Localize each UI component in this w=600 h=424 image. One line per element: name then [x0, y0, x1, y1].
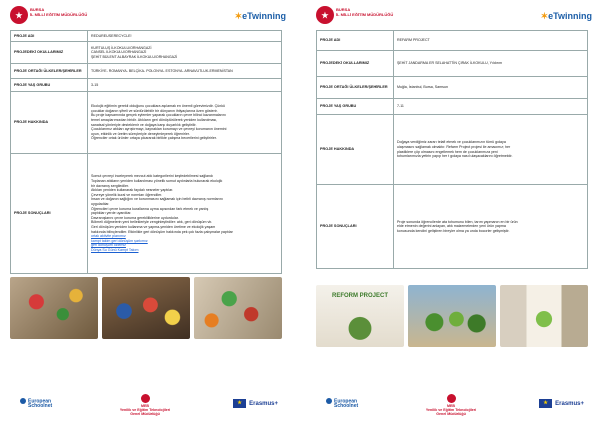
european-schoolnet-logo: European Schoolnet	[326, 398, 358, 409]
meb-line2: İL MİLLİ EĞİTİM MÜDÜRLÜĞÜ	[30, 12, 88, 17]
table-row	[11, 92, 282, 154]
table-row	[317, 99, 588, 115]
etwinning-logo: ✶eTwinning	[234, 11, 286, 21]
table-row	[11, 79, 282, 92]
meb-line2: İL MİLLİ EĞİTİM MÜDÜRLÜĞÜ	[336, 12, 394, 17]
meb-footer-logo: MEB Yenilik ve Eğitim Teknolojileri Genel Müdürlüğü	[110, 394, 180, 417]
table-row	[317, 115, 588, 185]
row-value: ŞEHİT JANDARMA ER SELAHATTİN ÇIRAK İLKOKULU, Yıldırım	[394, 51, 588, 77]
table-row	[317, 185, 588, 269]
row-key: PROJE SONUÇLARI	[317, 185, 394, 269]
meb-icon	[141, 394, 150, 403]
link-activity-plan[interactable]: ortak aktivite planımız	[91, 234, 126, 239]
meb-line1: BURSA	[336, 7, 351, 12]
row-value: 7-11	[394, 99, 588, 115]
row-key: PROJE ADI	[317, 31, 394, 51]
eu-flag-icon: ★	[539, 399, 552, 408]
european-schoolnet-logo: European Schoolnet	[20, 398, 52, 409]
eu-flag-icon: ★	[233, 399, 246, 408]
schoolnet-icon	[326, 398, 332, 404]
photo-strip	[316, 285, 594, 347]
photo-left-2	[102, 277, 190, 339]
page-footer	[6, 392, 288, 416]
row-value: 3-15	[88, 79, 282, 92]
refarm-caption: REFORM PROJECT	[331, 293, 388, 299]
photo-left-3	[194, 277, 282, 339]
schoolnet-icon	[20, 398, 26, 404]
project-table-right	[316, 30, 588, 269]
page-header	[312, 4, 594, 30]
row-key: PROJE YAŞ GRUBU	[317, 99, 394, 115]
page-footer	[312, 392, 594, 416]
star-icon: ✶	[234, 11, 243, 21]
row-value: Doğaya verdiğimiz zararı telafi etmek ve çocuklarımızın tümü gıdaya ulaşmasını sağlamak olmaktır. Refarm Project projesi ile amacımız; her plastiklere çöp olmasını engellemek hem de çocuklarımıza yeni tohumlarımızla yetirin yapıp her t gıdaya nasıl ulaşacaklarını öğretmektir.	[394, 115, 588, 185]
link-water-day[interactable]: Dünya Su Günü Kampt Takım	[91, 247, 139, 252]
table-row	[317, 31, 588, 51]
erasmus-logo: ★ Erasmus+	[539, 399, 584, 408]
right-page	[312, 4, 594, 420]
row-key: PROJE HAKKINDA	[317, 115, 394, 185]
row-key: PROJEDEKİ OKULLARIMIZ	[11, 42, 88, 64]
link-recycling-wish[interactable]: geri dönüşüm özlemiz	[91, 243, 126, 248]
row-value: REDUREUSERECYCLE!	[88, 31, 282, 42]
project-table-left	[10, 30, 282, 274]
row-key: PROJE SONUÇLARI	[11, 154, 88, 274]
table-row	[11, 64, 282, 79]
star-icon: ✶	[540, 11, 549, 21]
link-recycling-song[interactable]: kampt takim geri dönüşüm şarkımız	[91, 238, 148, 243]
left-page	[6, 4, 288, 420]
meb-header-text	[30, 7, 87, 17]
row-value: Somut çevreyi inceleyerek mevcut atık kategorilerini keşfedebilmesi sağlandı Toplanan atıkların yeniden kullanılması yönelik somut aydınlarla bulunarak ekolojik bir davranış sergilediler. Atıkları yeniden kullanarak faydalı nesneler yaptılar. Çevreye yönelik kural ve normları öğrendiler. İnsan ve doğanın sağlığını ve korunmasını sağlamak için belirli davranış normlarını uyguladılar. Öğrencileri çevre koruma kurallarına uyma açısından fark etmek ve yanlış yaptıkları yerde uyardılar. Davranışlarını çevre koruma gerekliliklerine uydurdular. Bölmeli düğmelerin yeni bellekleriyle zenginleştirdiler: atık, geri dönüşüm vb. Geri dönüşüm yeniden kullanma ve yapma-yeniden üretime ve ekolojik yaşam hakkında bilinçlendiler. Etkinlikle geri dönüşüm hakkında pek çok fazla çalışmalar yaptılar ortak aktivite planımız kampt takim geri dönüşüm şarkımız geri dönüşüm özlemiz Dünya Su Günü Kampt Takım	[88, 154, 282, 274]
photo-left-1	[10, 277, 98, 339]
row-key: PROJE ORTAĞI ÜLKELER/ŞEHİRLER	[317, 77, 394, 99]
table-row	[11, 31, 282, 42]
meb-header-text	[336, 7, 393, 17]
row-key: PROJE ADI	[11, 31, 88, 42]
meb-footer-logo: MEB Yenilik ve Eğitim Teknolojileri Genel Müdürlüğü	[416, 394, 486, 417]
table-row	[317, 51, 588, 77]
erasmus-logo: ★ Erasmus+	[233, 399, 278, 408]
row-key: PROJE ORTAĞI ÜLKELER/ŞEHİRLER	[11, 64, 88, 79]
photo-right-1	[316, 285, 404, 347]
row-value: Muğla, İstanbul, Bursa, Samsun	[394, 77, 588, 99]
table-row	[317, 77, 588, 99]
page-header	[6, 4, 288, 30]
table-row	[11, 154, 282, 274]
row-value: KURTULUŞ İLKOKULU/ORHANGAZİ CANSEL İLKOKULU/ORHANGAZİ ŞEHİT BÜLENT ALBAYRAK İLKOKULU/ORHANGAZİ	[88, 42, 282, 64]
table-row	[11, 42, 282, 64]
row-key: PROJE YAŞ GRUBU	[11, 79, 88, 92]
photo-strip	[10, 277, 288, 339]
meb-icon	[447, 394, 456, 403]
row-value: Proje sonunda öğrencilerde ata tohumunu bilen, tarım yapmanın en bir ürün elde etmenin değerini anlayan, atık malzemelerden yeni ürün yapma konusunda kendini geliştiren bireyler olma ya unda bocorler gelişmiştir.	[394, 185, 588, 269]
row-value: REFARM PROJECT	[394, 31, 588, 51]
row-value: Ekolojik eğitimin gerekli olduğunu çocuklara aşılamak en önemli görevimizdir. Çünkü çocuklar doğanın şifreli ve sürdürülebilir bir dünyanın ihtiyaçlarına özen gösterir. Bu proje kapsamında gerçek eylemler yaparak çocukların çevre bilinci kazanmalarını temel amaçlarımızdan biridir. Atıkların geri dönüştürülerek yeniden kullanılması, sanatsal yönleriyle desteklenir ve doğaya karşı duyarlılık geliştirilir. Çocuklarımız atıkları ayrıştırmayı, kaynakları korumayı ve çevreyi korumanın önemini oyun, etkinlik ve üretim süreçleriyle deneyimleyerek öğrenirler. Öğrenciler ortak ürünler ortaya çıkararak birlikte çalışma becerilerini geliştirirler.	[88, 92, 282, 154]
photo-right-2	[408, 285, 496, 347]
meb-logo-icon: ★	[10, 6, 28, 24]
row-key: PROJE HAKKINDA	[11, 92, 88, 154]
row-key: PROJEDEKİ OKULLARIMIZ	[317, 51, 394, 77]
photo-right-3	[500, 285, 588, 347]
row-value: TÜRKİYE- ROMANYA- BELÇİKA- POLONYA- ESTONYA- ARNAVUTLUK-ERMENİSTAN	[88, 64, 282, 79]
etwinning-logo: ✶eTwinning	[540, 11, 592, 21]
meb-logo-icon: ★	[316, 6, 334, 24]
meb-line1: BURSA	[30, 7, 45, 12]
